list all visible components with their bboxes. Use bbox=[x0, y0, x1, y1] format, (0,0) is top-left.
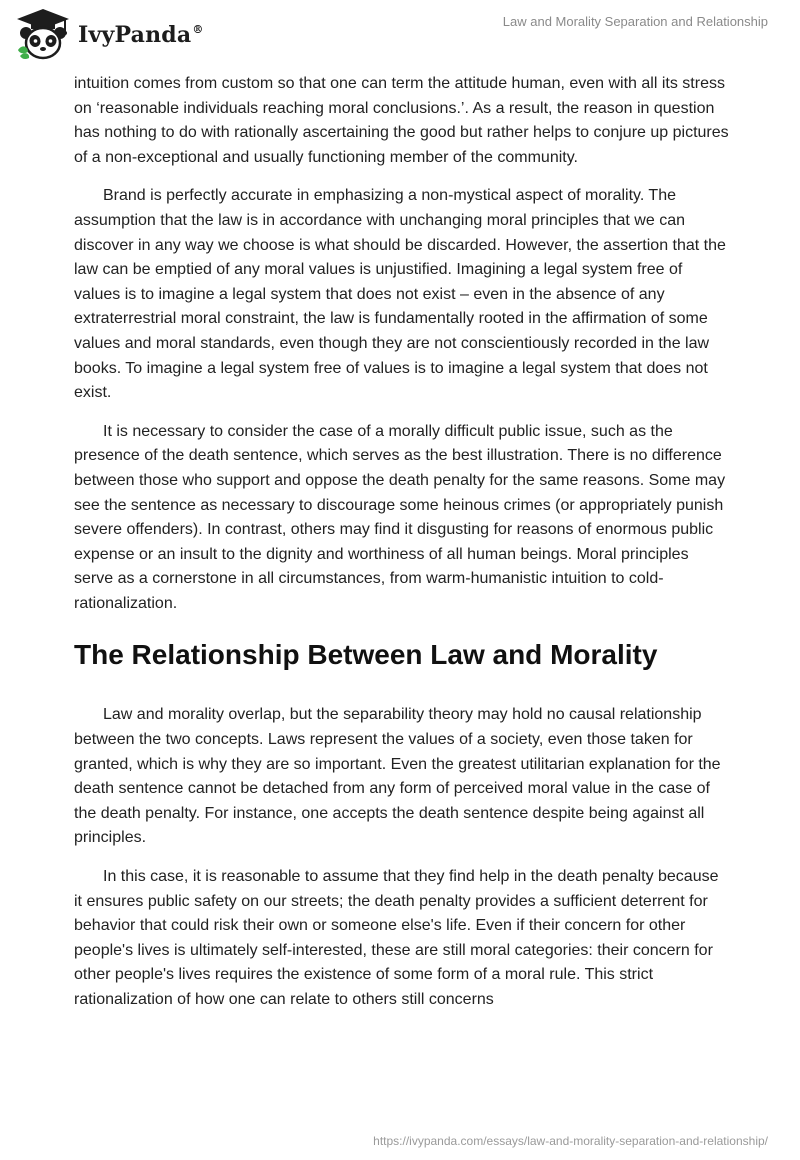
brand-name: IvyPanda® bbox=[78, 22, 204, 48]
section-heading: The Relationship Between Law and Morality bbox=[74, 639, 658, 671]
panda-graduate-icon bbox=[14, 6, 72, 62]
paragraph: In this case, it is reasonable to assume that they find help in the death penalty because it ensures public safety on our streets; the death penalty provides a sufficient deterrent for behavior that could risk their own or someone else's life. Even if their concern for other people's lives is ultimately self-interested, these are still moral categories: their concern for other people's lives requires the existence of some form of a moral rule. This strict rationalization of how one can relate to others still concerns bbox=[74, 868, 719, 1008]
document-title: Law and Morality Separation and Relationship bbox=[502, 14, 768, 29]
ivypanda-logo[interactable] bbox=[14, 6, 204, 62]
paragraph: intuition comes from custom so that one can term the attitude human, even with all its stress on ‘reasonable individuals reaching moral conclusions.’. As a result, the reason in question has nothing to do with rationally ascertaining the good but rather helps to conjure up pictures of a non-exceptional and usually functioning member of the community. bbox=[74, 75, 729, 166]
paragraph: Brand is perfectly accurate in emphasizing a non-mystical aspect of morality. The assumption that the law is in accordance with unchanging moral principles that we can discover in any way we choose is what should be discarded. However, the assertion that the law can be emptied of any moral values is unjustified. Imagining a legal system free of values is to imagine a legal system that does not exist – even in the absence of any extraterrestrial moral constraint, the law is fundamentally rooted in the affirmation of some values and moral standards, even though they are not conscientiously recorded in the law books. To imagine a legal system free of values is to imagine a legal system that does not exist. bbox=[74, 187, 726, 402]
essay-body bbox=[74, 72, 730, 1027]
paragraph: It is necessary to consider the case of a morally difficult public issue, such as the presence of the death sentence, which serves as the best illustration. There is no difference between those who support and oppose the death penalty for the same reasons. Some may see the sentence as necessary to discourage some heinous crimes (or appropriately punish severe offenders). In contrast, others may find it disgusting for reasons of enormous public expense or an insult to the dignity and worthiness of all human beings. Moral principles serve as a cornerstone in all circumstances, from warm-humanistic intuition to cold-rationalization. bbox=[74, 422, 726, 612]
paragraph: Law and morality overlap, but the separability theory may hold no causal relationship between the two concepts. Laws represent the values of a society, even those taken for granted, which is why they are so important. Even the greatest utilitarian explanation for the death sentence cannot be detached from any form of perceived moral value in the case of the death penalty. For instance, one accepts the death sentence despite being against all principles. bbox=[74, 706, 721, 847]
source-url[interactable]: https://ivypanda.com/essays/law-and-morality-separation-and-relationship/ bbox=[373, 1134, 768, 1148]
page-header bbox=[0, 0, 800, 66]
trademark-symbol: ® bbox=[192, 23, 204, 36]
